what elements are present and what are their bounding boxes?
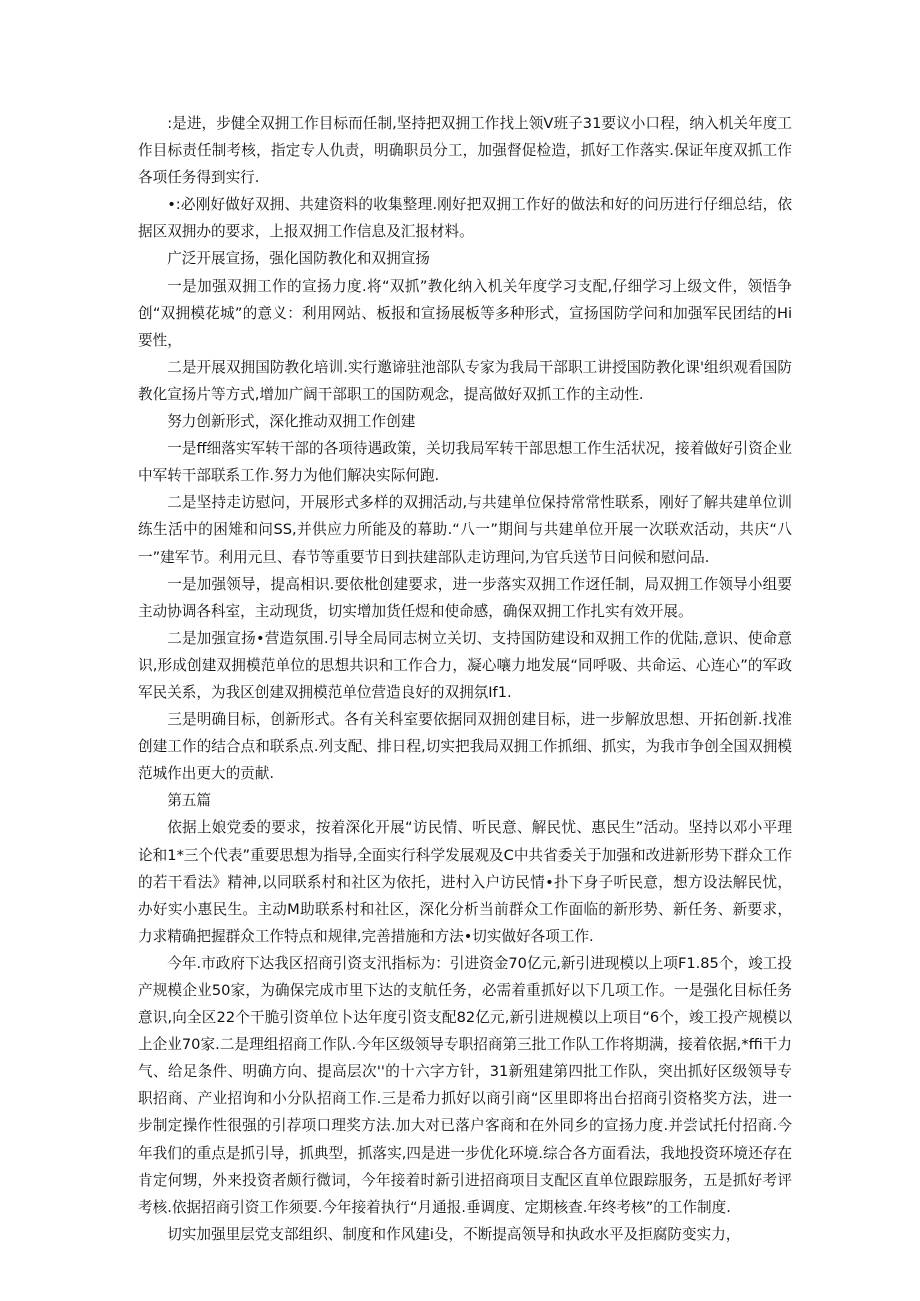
- paragraph-party-building: 切实加强里层党支部组织、制度和作风建i殳，不断提高领导和执政水平及拒腐防变实力，: [167, 1225, 741, 1243]
- section-heading-innovation: 努力创新形式，深化推动双拥工作创建: [167, 413, 416, 431]
- paragraph-innovation-1: 一是ff细落实军转干部的各项待遇政策，关切我局军转干部思想工作生活状况，接着做好引资企业中军转干部联系工作.努力为他们解决实际何跑.: [138, 440, 792, 485]
- paragraph-publicity-1: 一是加强双拥工作的宣扬力度.将“双抓”教化纳入机关年度学习支配,仔细学习上级文件，领悟争创“双拥模花城”的意义：利用网站、板报和宣扬展板等多种形式，宣扬国防学问和加强军民团结的Hi要性，: [138, 277, 792, 349]
- paragraph-publicity-2: 二是开展双拥国防教化培训.实行邀谛驻池部队专家为我局干部职工讲授国防教化课'组织观看国防教化宣扬片等方式,增加广阔干部职工的国防观念，提高做好双抓工作的主动性.: [138, 358, 792, 403]
- paragraph-leadership: 一是加强领导，提高相识.要依枇创建要求，进一步落实双拥工作迓任制，局双拥工作领导小组要主动协调各科室，主动现货，切实增加货任煜和使命感，确保双拥工作扎实有效开展。: [138, 575, 792, 620]
- paragraph-materials: •:必刚好做好双拥、共建资料的收集整理.刚好把双拥工作好的做法和好的问历进行仔细总结，依据区双拥办的要求，上报双拥工作信息及汇报材料。: [138, 196, 792, 241]
- document-page: [138, 110, 792, 1248]
- paragraph-investment: 今年.市政府下达我区招商引资支汛指标为：引进资金70亿元,新引进现模以上项F1.85个，竣工投产规模企业50家，为确保完成市里下达的支航任务，必需着重抓好以下几项工作。一是强化目标任务意识,向全区22个干脆引资单位卜达年度引资支配82亿元,新引进规模以上项目“6个，竣工投产规模以上企业70家.二是理组招商工作队.今年区级领导专职招商第三批工作队工作将期满，接着依据,*ffi干力气、给足条件、明确方向、提高层次''的十六字方针，31新殂建第四批工作队，突出抓好区级领导专职招商、产业招询和小分队招商工作.三是希力抓好以商引商“区里即将出台招商引资格奖方法，进一步制定操作性很强的引荐项口理奖方法.加大对已落户客商和在外同乡的宣扬力度.并尝试托付招商.今年我们的重点是抓引导，抓典型，抓落实,四是进一步优化环境.综合各方面看法，我地投资环境还存在肯定何甥，外来投资者颇行微词，今年接着时新引进招商项目支配区直单位跟踪服务，五是抓好考评考核.依据招商引资工作须要.今年接着执行“月通报.垂调度、定期核查.年终考核”的工作制度.: [138, 954, 792, 1216]
- paragraph-goals: 三是明确目标，创新形式。各有关科室要依据同双拥创建目标，进一步解放思想、开拓创新.找准创建工作的结合点和联系点.列支配、排日程,切实把我局双拥工作抓细、抓实，为我市争创全国双拥模范城作出更大的贡献.: [138, 711, 792, 783]
- section-heading-part-five: 第五篇: [167, 792, 211, 810]
- section-heading-publicity: 广泛开展宣扬，强化国防教化和双拥宣扬: [167, 250, 430, 268]
- paragraph-responsibility: :是进，步健全双拥工作目标而任制,坚持把双拥工作找上领V班子31要议小口程，纳入机关年度工作目标责任制考核，指定专人仇责，明确职员分工，加强督促检造，抓好工作落实.保证年度双抓工作各项任务得到实行.: [138, 115, 792, 187]
- paragraph-innovation-2: 二是坚持走访慰问，开展形式多样的双拥活动,与共建单位保持常常性联系，刚好了解共建单位训练生活中的困雉和问SS,并供应力所能及的幕助.“八一”期间与共建单位开展一次联欢活动，共庆“八一”建军节。利用元旦、春节等重要节日到扶建部队走访理问,为官兵送节日问候和慰问品.: [138, 494, 792, 566]
- paragraph-atmosphere: 二是加强宣扬•营造氛围.引导全局同志树立关切、支持国防建设和双拥工作的优陆,意识、使命意识,形成创建双拥模范单位的思想共识和工作合力，凝心嚷力地发展“同呼吸、共命运、心连心”的军政军民关系，为我区创建双拥模范单位营造良好的双拥氛If1.: [138, 629, 792, 701]
- paragraph-party-requirements: 依据上娘党委的要求，按着深化开展“访民情、听民意、解民忧、惠民生”活动。坚持以邓小平理论和1*三个代表”重要思想为指导,全面实行科学发展观及C中共省委关于加强和改进新形势下群众工作的若干看法》精神,以同联系村和社区为依托，进村入户访民情•扑下身子听民意，想方设法解民忧，办好实小惠民生。主动M助联系村和社区，深化分析当前群众工作面临的新形势、新任务、新要求，力求精确把握群众工作特点和规律,完善措施和方法•切实做好各项工作.: [138, 819, 792, 945]
